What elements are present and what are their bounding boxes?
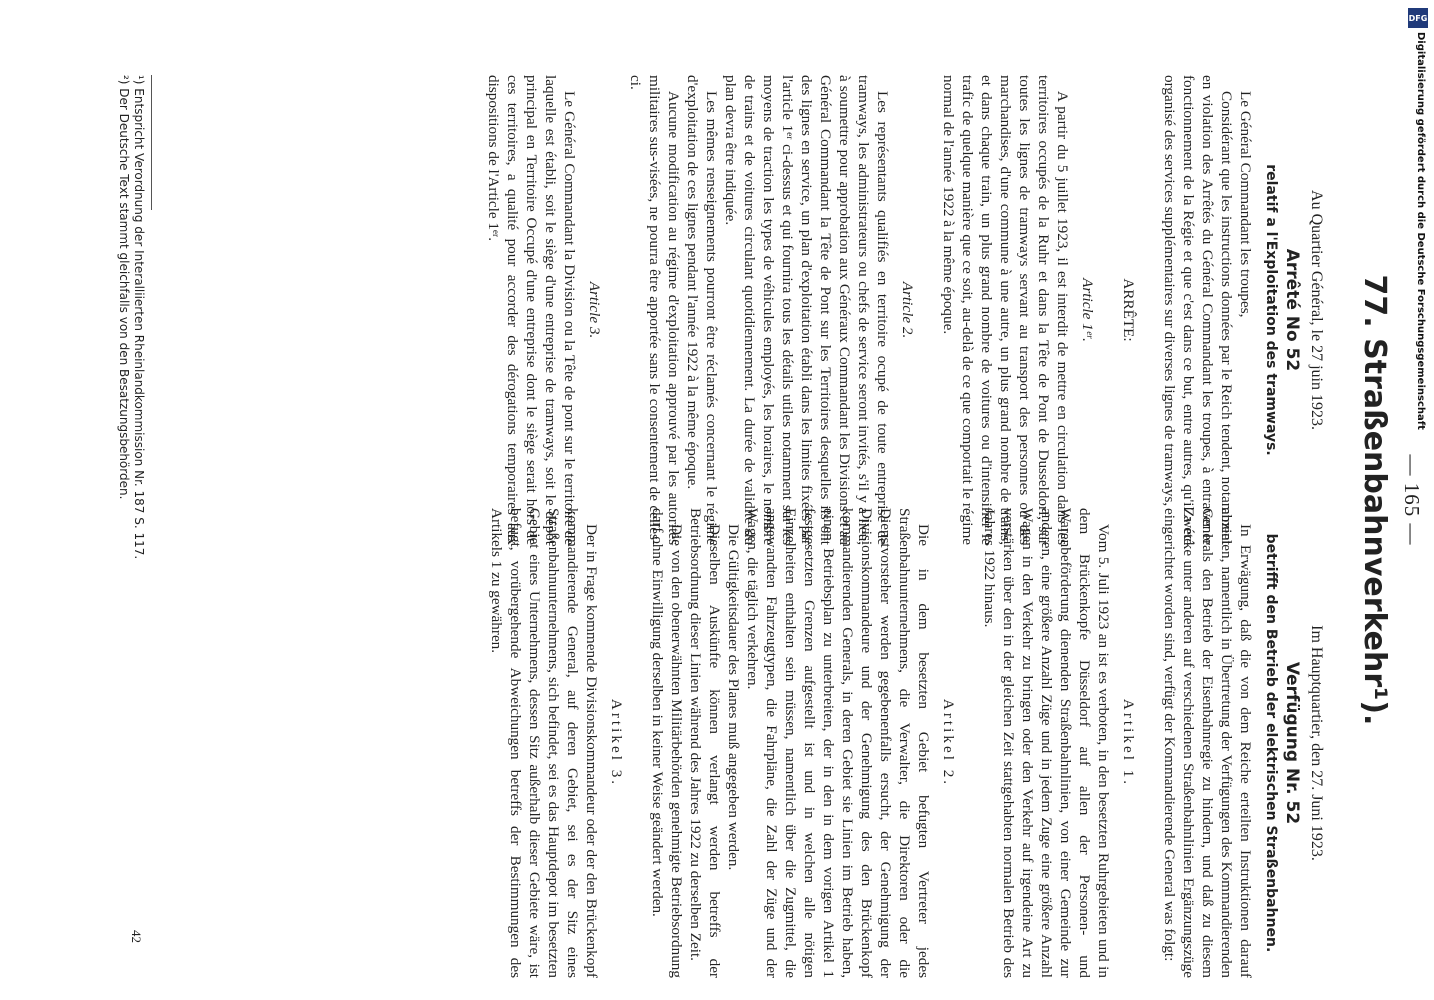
german-article-2-paragraph: Dieselben Auskünfte können verlangt werden betreffs der Betriebsordnung dieser Linien während des Jahres 1922 zu derselben Zeit. [687, 508, 723, 978]
french-considerant: Considérant que les instructions données par le Reich tendent, notamment en violation des Arrêtés du Général Commandant les troupes, à entraver le fonctionnement de la Régie et que c'est dans ce but, entre autres, qu'il a été organisé des services supplémentaires sur diverses lignes de tramways, [1161, 75, 1235, 545]
german-article-1-title: Artikel 1. [1120, 698, 1137, 788]
german-article-2-paragraph: Die von den obenerwähnten Militärbehörden genehmigte Betriebsordnung darf ohne Einwilligung derselben in keiner Weise geändert werden. [649, 508, 685, 978]
footnotes [116, 75, 146, 975]
french-article-3-title: Article 3. [586, 281, 603, 339]
german-preamble: In Erwägung, daß die von dem Reiche erteilten Instruktionen darauf abzielen, namentlich in Übertretung der Verfügungen des Kommandierenden Generals den Betrieb der Eisenbahnregie zu hindern, und daß zu diesem Zwecke unter anderen auf verschiedenen Straßenbahnlinien Ergänzungszüge eingerichtet worden sind, verfügt der Kommandierende General was folgt: [1161, 508, 1254, 978]
footnote: ²) Der Deutsche Text stammt gleichfalls von den Besatzungsbehörden. [117, 75, 131, 500]
german-article-3-title: Artikel 3. [608, 698, 625, 788]
french-place-date: Au Quartier Général, le 27 juin 1923. [1308, 190, 1325, 430]
digitization-credit-bar [1406, 8, 1430, 983]
credit-text-wrap [1406, 32, 1430, 982]
french-intro: Le Général Commandant les troupes, [1237, 91, 1254, 318]
german-article-2-paragraph: Die in dem besetzten Gebiet befugten Vertreter jedes Straßenbahnunternehmens, die Verwalter, die Direktoren oder die Dienstvorsteher werden gegebenenfalls ersucht, der Genehmigung der Divisionskommandeure und der Genehmigung des den Brückenkopf kommandierenden Generals, in deren Gebiet sie Linien im Betrieb haben, einen Betriebsplan zu unterbreiten, der in den in dem vorigen Artikel 1 festgesetzten Grenzen aufgestellt ist und in welchen alle nötigen Einzelheiten enthalten sein müssen, namentlich über die Zugmittel, die angewandten Fahrzeugtypen, die Fahrpläne, die Zahl der Züge und der Wagen, die täglich verkehren. [744, 508, 932, 978]
french-heading: Arrêté No 52 [1282, 248, 1302, 372]
french-article-2-paragraph: Aucune modification au régime d'exploitation approuvé par les autorités militaires sus-visées, ne pourra être apportée sans le consentement de celles-ci. [627, 75, 682, 545]
sheet-number: 42 [129, 930, 144, 943]
french-article-1-text: A partir du 5 juillet 1923, il est interdit de mettre en circulation dans les territoires occupés de la Ruhr et dans la Tête de Pont de Dusseldorf, sur toutes les lignes de tramways servant au transport des personnes ou des marchandises, d'une commune à une autre, un plus grand nombre de trains, et dans chaque train, un plus grand nombre de voitures ou d'intensifier le trafic de quelque manière que ce soit, au-delà de ce que comportait le régime normal de l'année 1922 à la même époque. [940, 75, 1071, 545]
french-article-2-title: Article 2. [899, 281, 916, 339]
french-article-2-paragraph: Les représentants qualifiés en territoire ocupé de toute entreprise de tramways, les administrateurs ou chefs de service seront invités, s'il y a lieu, à soumettre pour approbation aux Généraux Commandant les Divisions et au Général Commandant la Tête de Pont sur les Territoires desquelles ils ont des lignes en service, un plan d'exploitation établi dans les limites fixées par l'article 1ᵉʳ ci-dessus et qui fournira tous les détails utiles notamment sur les moyens de traction les types de véhicules employés, les horaires, le nombre de trains et de voitures circulant quotidiennement. La durée de validite du plan devra être indiquée. [722, 75, 891, 545]
page-number: — 165 — [1400, 454, 1424, 546]
french-arrete: ARRÊTE: [1120, 278, 1137, 342]
french-column [484, 75, 1334, 545]
german-column [487, 508, 1334, 978]
french-article-3-text: Le Général Commandant la Division ou la Tête de pont sur le territoire de laquelle est établi, soit le siège d'une entreprise de tramways, soit le dépôt principal en Territoire Occupé d'une entreprise dont le siège serait hors de ces territoires, a qualité pour accorder des dérogations temporaires aux dispositions de l'Article 1ᵉʳ. [485, 75, 578, 545]
german-article-3-text: Der in Frage kommende Divisionskommandeur oder der den Brückenkopf kommandierende General, auf deren Gebiet, sei es der Sitz eines Straßenbahnunternehmens, sich befindet, sei es das Hauptdepot im besetzten Gebiet eines Unternehmens, dessen Sitz außerhalb dieser Gebiete wäre, ist befugt, vorübergehende Abweichungen betreffs der Bestimmungen des Artikels 1 zu gewähren. [488, 508, 600, 978]
footnote-rule [151, 75, 152, 210]
french-article-2-paragraph: Les mêmes renseignements pourront être réclamés concernant le régime d'exploitation de ces lignes pendant l'année 1922 à la même époque. [684, 75, 720, 545]
dfg-logo: DFG [1408, 8, 1428, 28]
german-subheading: betrifft den Betrieb der elektrischen Straßenbahnen. [1263, 533, 1279, 953]
german-place-date: Im Hauptquartier, den 27. Juni 1923. [1308, 625, 1325, 861]
german-article-1-text: Vom 5. Juli 1923 an ist es verboten, in den besetzten Ruhrgebieten und in dem Brückenkopfe Düsseldorf auf allen der Personen- und Warenbeförderung dienenden Straßenbahnlinien, von einer Gemeinde zur anderen, eine größere Anzahl Züge und in jedem Zuge eine größere Anzahl Wagen in den Verkehr zu bringen oder den Verkehr auf irgendeine Art zu verstärken über den in der gleichen Zeit stattgehabten normalen Betrieb des Jahres 1922 hinaus. [981, 508, 1112, 978]
page-title: 77. Straßenbahnverkehr¹). [1357, 274, 1392, 726]
german-article-2-title: Artikel 2. [940, 698, 957, 788]
footnote: ¹) Entspricht Verordnung der Interalliierten Rheinlandkommission Nr. 187 S. 117. [132, 75, 146, 560]
german-heading: Verfügung Nr. 52 [1282, 661, 1302, 825]
french-article-1-title: Article 1ᵉʳ. [1079, 278, 1096, 342]
french-subheading: relatif a l'Exploitation des tramways. [1263, 164, 1279, 456]
digitization-credit: Digitalisierung gefördert durch die Deutsche Forschungsgemeinschaft [1415, 32, 1426, 430]
german-article-2-paragraph: Die Gültigkeitsdauer des Planes muß angegeben werden. [725, 524, 742, 871]
